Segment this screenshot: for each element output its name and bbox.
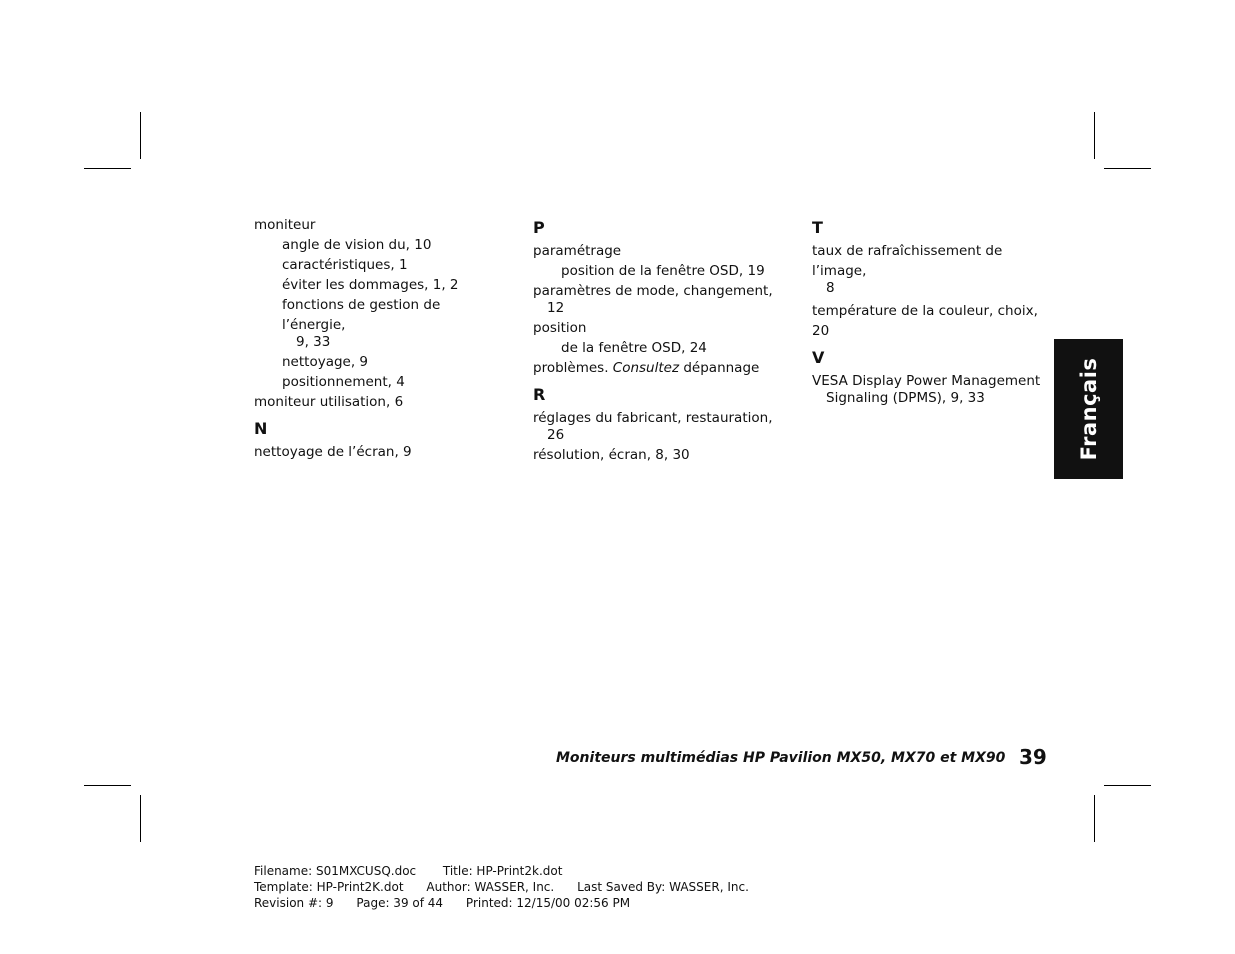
- cross-ref-italic: Consultez: [612, 360, 680, 376]
- index-entry-continuation: 26: [547, 427, 565, 443]
- index-entry-continuation: 12: [547, 300, 565, 316]
- index-subentry: fonctions de gestion de l’énergie,: [282, 297, 441, 333]
- crop-mark: [1104, 168, 1151, 169]
- index-entry: résolution, écran, 8, 30: [533, 447, 690, 463]
- index-letter-heading: P: [533, 218, 545, 237]
- index-subentry: positionnement, 4: [282, 374, 405, 390]
- language-tab: [1054, 339, 1123, 479]
- index-column-2: [533, 217, 783, 465]
- cross-ref-prefix: problèmes.: [533, 360, 613, 376]
- language-tab-label: Français: [1076, 357, 1101, 461]
- index-entry: température de la couleur, choix, 20: [812, 303, 1038, 339]
- index-letter-heading: N: [254, 419, 268, 438]
- index-entry: réglages du fabricant, restauration,: [533, 410, 773, 426]
- index-subentry: caractéristiques, 1: [282, 257, 408, 273]
- index-entry: paramétrage: [533, 243, 622, 259]
- index-entry: position: [533, 320, 587, 336]
- index-entry: paramètres de mode, changement,: [533, 283, 773, 299]
- metadata-line: Template: HP-Print2K.dot Author: WASSER, Inc. Last Saved By: WASSER, Inc.: [254, 880, 749, 894]
- metadata-line: Revision #: 9 Page: 39 of 44 Printed: 12/15/00 02:56 PM: [254, 896, 631, 910]
- index-subentry-continuation: 9, 33: [296, 334, 331, 350]
- index-letter-heading: V: [812, 348, 825, 367]
- index-subentry: angle de vision du, 10: [282, 237, 432, 253]
- index-subentry: de la fenêtre OSD, 24: [561, 340, 707, 356]
- crop-mark: [140, 112, 141, 159]
- index-subentry: nettoyage, 9: [282, 354, 369, 370]
- index-letter-heading: R: [533, 385, 546, 404]
- index-letter-heading: T: [812, 218, 823, 237]
- cross-ref-target: dépannage: [679, 360, 760, 376]
- index-entry: taux de rafraîchissement de l’image,: [812, 243, 1003, 279]
- index-entry-continuation: 8: [826, 280, 835, 296]
- crop-mark: [84, 168, 131, 169]
- crop-mark: [84, 785, 131, 786]
- index-entry: VESA Display Power Management: [812, 373, 1041, 389]
- index-entry: moniteur: [254, 217, 316, 233]
- index-entry: nettoyage de l’écran, 9: [254, 444, 412, 460]
- index-entry-cross-reference: [533, 358, 783, 378]
- page-number: 39: [1019, 745, 1047, 769]
- index-entry: moniteur utilisation, 6: [254, 394, 404, 410]
- index-entry-continuation: Signaling (DPMS), 9, 33: [826, 390, 985, 406]
- crop-mark: [1104, 785, 1151, 786]
- index-column-3: [812, 217, 1047, 408]
- index-subentry: éviter les dommages, 1, 2: [282, 277, 459, 293]
- running-footer-title: Moniteurs multimédias HP Pavilion MX50, MX70 et MX90: [556, 750, 1006, 766]
- metadata-line: Filename: S01MXCUSQ.doc Title: HP-Print2k.dot: [254, 864, 563, 878]
- document-metadata: [254, 863, 749, 911]
- crop-mark: [1094, 795, 1095, 842]
- crop-mark: [1094, 112, 1095, 159]
- index-column-1: [254, 215, 504, 462]
- crop-mark: [140, 795, 141, 842]
- index-subentry: position de la fenêtre OSD, 19: [561, 263, 765, 279]
